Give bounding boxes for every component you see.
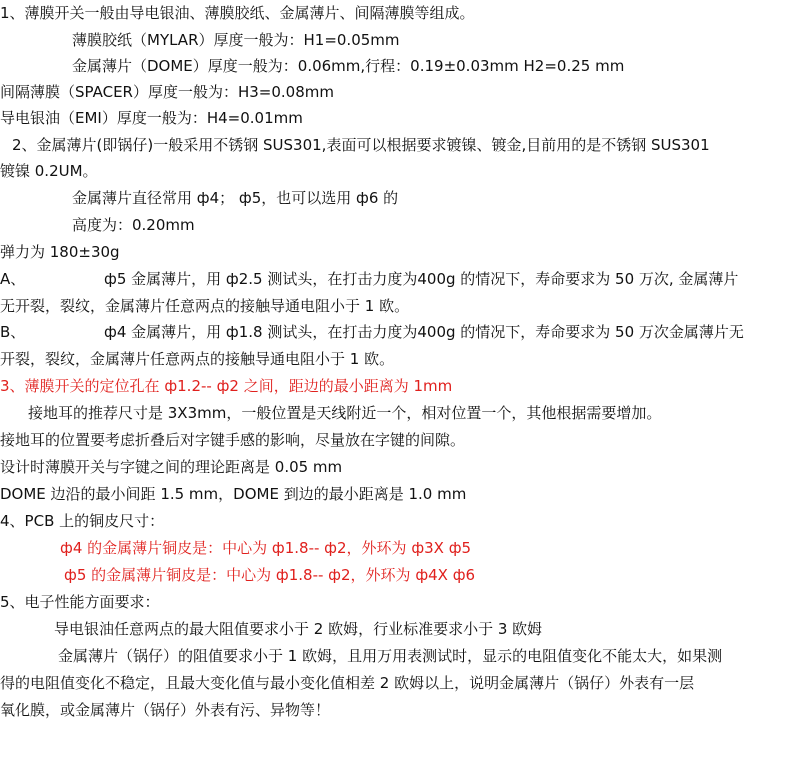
- item-b-line-2: 开裂，裂纹，金属薄片任意两点的接触导通电阻小于 1 欧。: [0, 350, 395, 368]
- section-2-continuation: 镀镍 0.2UM。: [0, 162, 98, 180]
- silver-ink-resistance: 导电银油任意两点的最大阻值要求小于 2 欧姆，行业标准要求小于 3 欧姆: [54, 620, 543, 638]
- item-a-label: A、: [0, 270, 26, 288]
- dome-resistance-line-3: 氧化膜，或金属薄片（锅仔）外表有污、异物等！: [0, 701, 331, 719]
- dome-resistance-line-2: 得的电阻值变化不稳定，且最大变化值与最小变化值相差 2 欧姆以上，说明金属薄片（锅仔）外表有一层: [0, 674, 695, 692]
- dome-resistance-line-1: 金属薄片（锅仔）的阻值要求小于 1 欧姆，且用万用表测试时，显示的电阻值变化不能太大，如果测: [58, 647, 723, 665]
- key-distance: 设计时薄膜开关与字键之间的理论距离是 0.05 mm: [0, 458, 343, 476]
- item-a-line-1: [0, 269, 738, 291]
- ground-ear-position: 接地耳的位置要考虑折叠后对字键手感的影响，尽量放在字键的间隙。: [0, 431, 466, 449]
- dome-spacing: DOME 边沿的最小间距 1.5 mm，DOME 到边的最小距离是 1.0 mm: [0, 485, 467, 503]
- section-4-heading: 4、PCB 上的铜皮尺寸：: [0, 512, 165, 530]
- section-5-heading: 5、电子性能方面要求：: [0, 593, 160, 611]
- ground-ear-size: 接地耳的推荐尺寸是 3X3mm，一般位置是天线附近一个，相对位置一个，其他根据需要增加。: [28, 404, 662, 422]
- dome-thickness: 金属薄片（DOME）厚度一般为：0.06mm,行程：0.19±0.03mm H2=0.25 mm: [72, 57, 625, 75]
- section-2-heading: 2、金属薄片(即锅仔)一般采用不锈钢 SUS301,表面可以根据要求镀镍、镀金,目前用的是不锈钢 SUS301: [12, 136, 710, 154]
- spacer-thickness: 间隔薄膜（SPACER）厚度一般为：H3=0.08mm: [0, 83, 334, 101]
- dome-height: 高度为：0.20mm: [72, 216, 195, 234]
- item-b-line-1: [0, 322, 744, 344]
- emi-thickness: 导电银油（EMI）厚度一般为：H4=0.01mm: [0, 109, 303, 127]
- item-a-text: ф5 金属薄片，用 ф2.5 测试头，在打击力度为400g 的情况下，寿命要求为 50 万次, 金属薄片: [104, 270, 739, 288]
- pcb-copper-phi4: ф4 的金属薄片铜皮是：中心为 ф1.8-- ф2，外环为 ф3X ф5: [60, 539, 472, 557]
- section-3-heading: 3、薄膜开关的定位孔在 ф1.2-- ф2 之间，距边的最小距离为 1mm: [0, 377, 453, 395]
- item-a-line-2: 无开裂，裂纹，金属薄片任意两点的接触导通电阻小于 1 欧。: [0, 297, 410, 315]
- dome-diameter: 金属薄片直径常用 ф4； ф5，也可以选用 ф6 的: [72, 189, 399, 207]
- item-b-label: B、: [0, 323, 26, 341]
- section-1-heading: 1、薄膜开关一般由导电银油、薄膜胶纸、金属薄片、间隔薄膜等组成。: [0, 4, 475, 22]
- item-b-text: ф4 金属薄片，用 ф1.8 测试头，在打击力度为400g 的情况下，寿命要求为 50 万次金属薄片无: [104, 323, 744, 341]
- mylar-thickness: 薄膜胶纸（MYLAR）厚度一般为：H1=0.05mm: [72, 31, 400, 49]
- dome-force: 弹力为 180±30g: [0, 243, 120, 261]
- pcb-copper-phi5: ф5 的金属薄片铜皮是：中心为 ф1.8-- ф2，外环为 ф4X ф6: [64, 566, 476, 584]
